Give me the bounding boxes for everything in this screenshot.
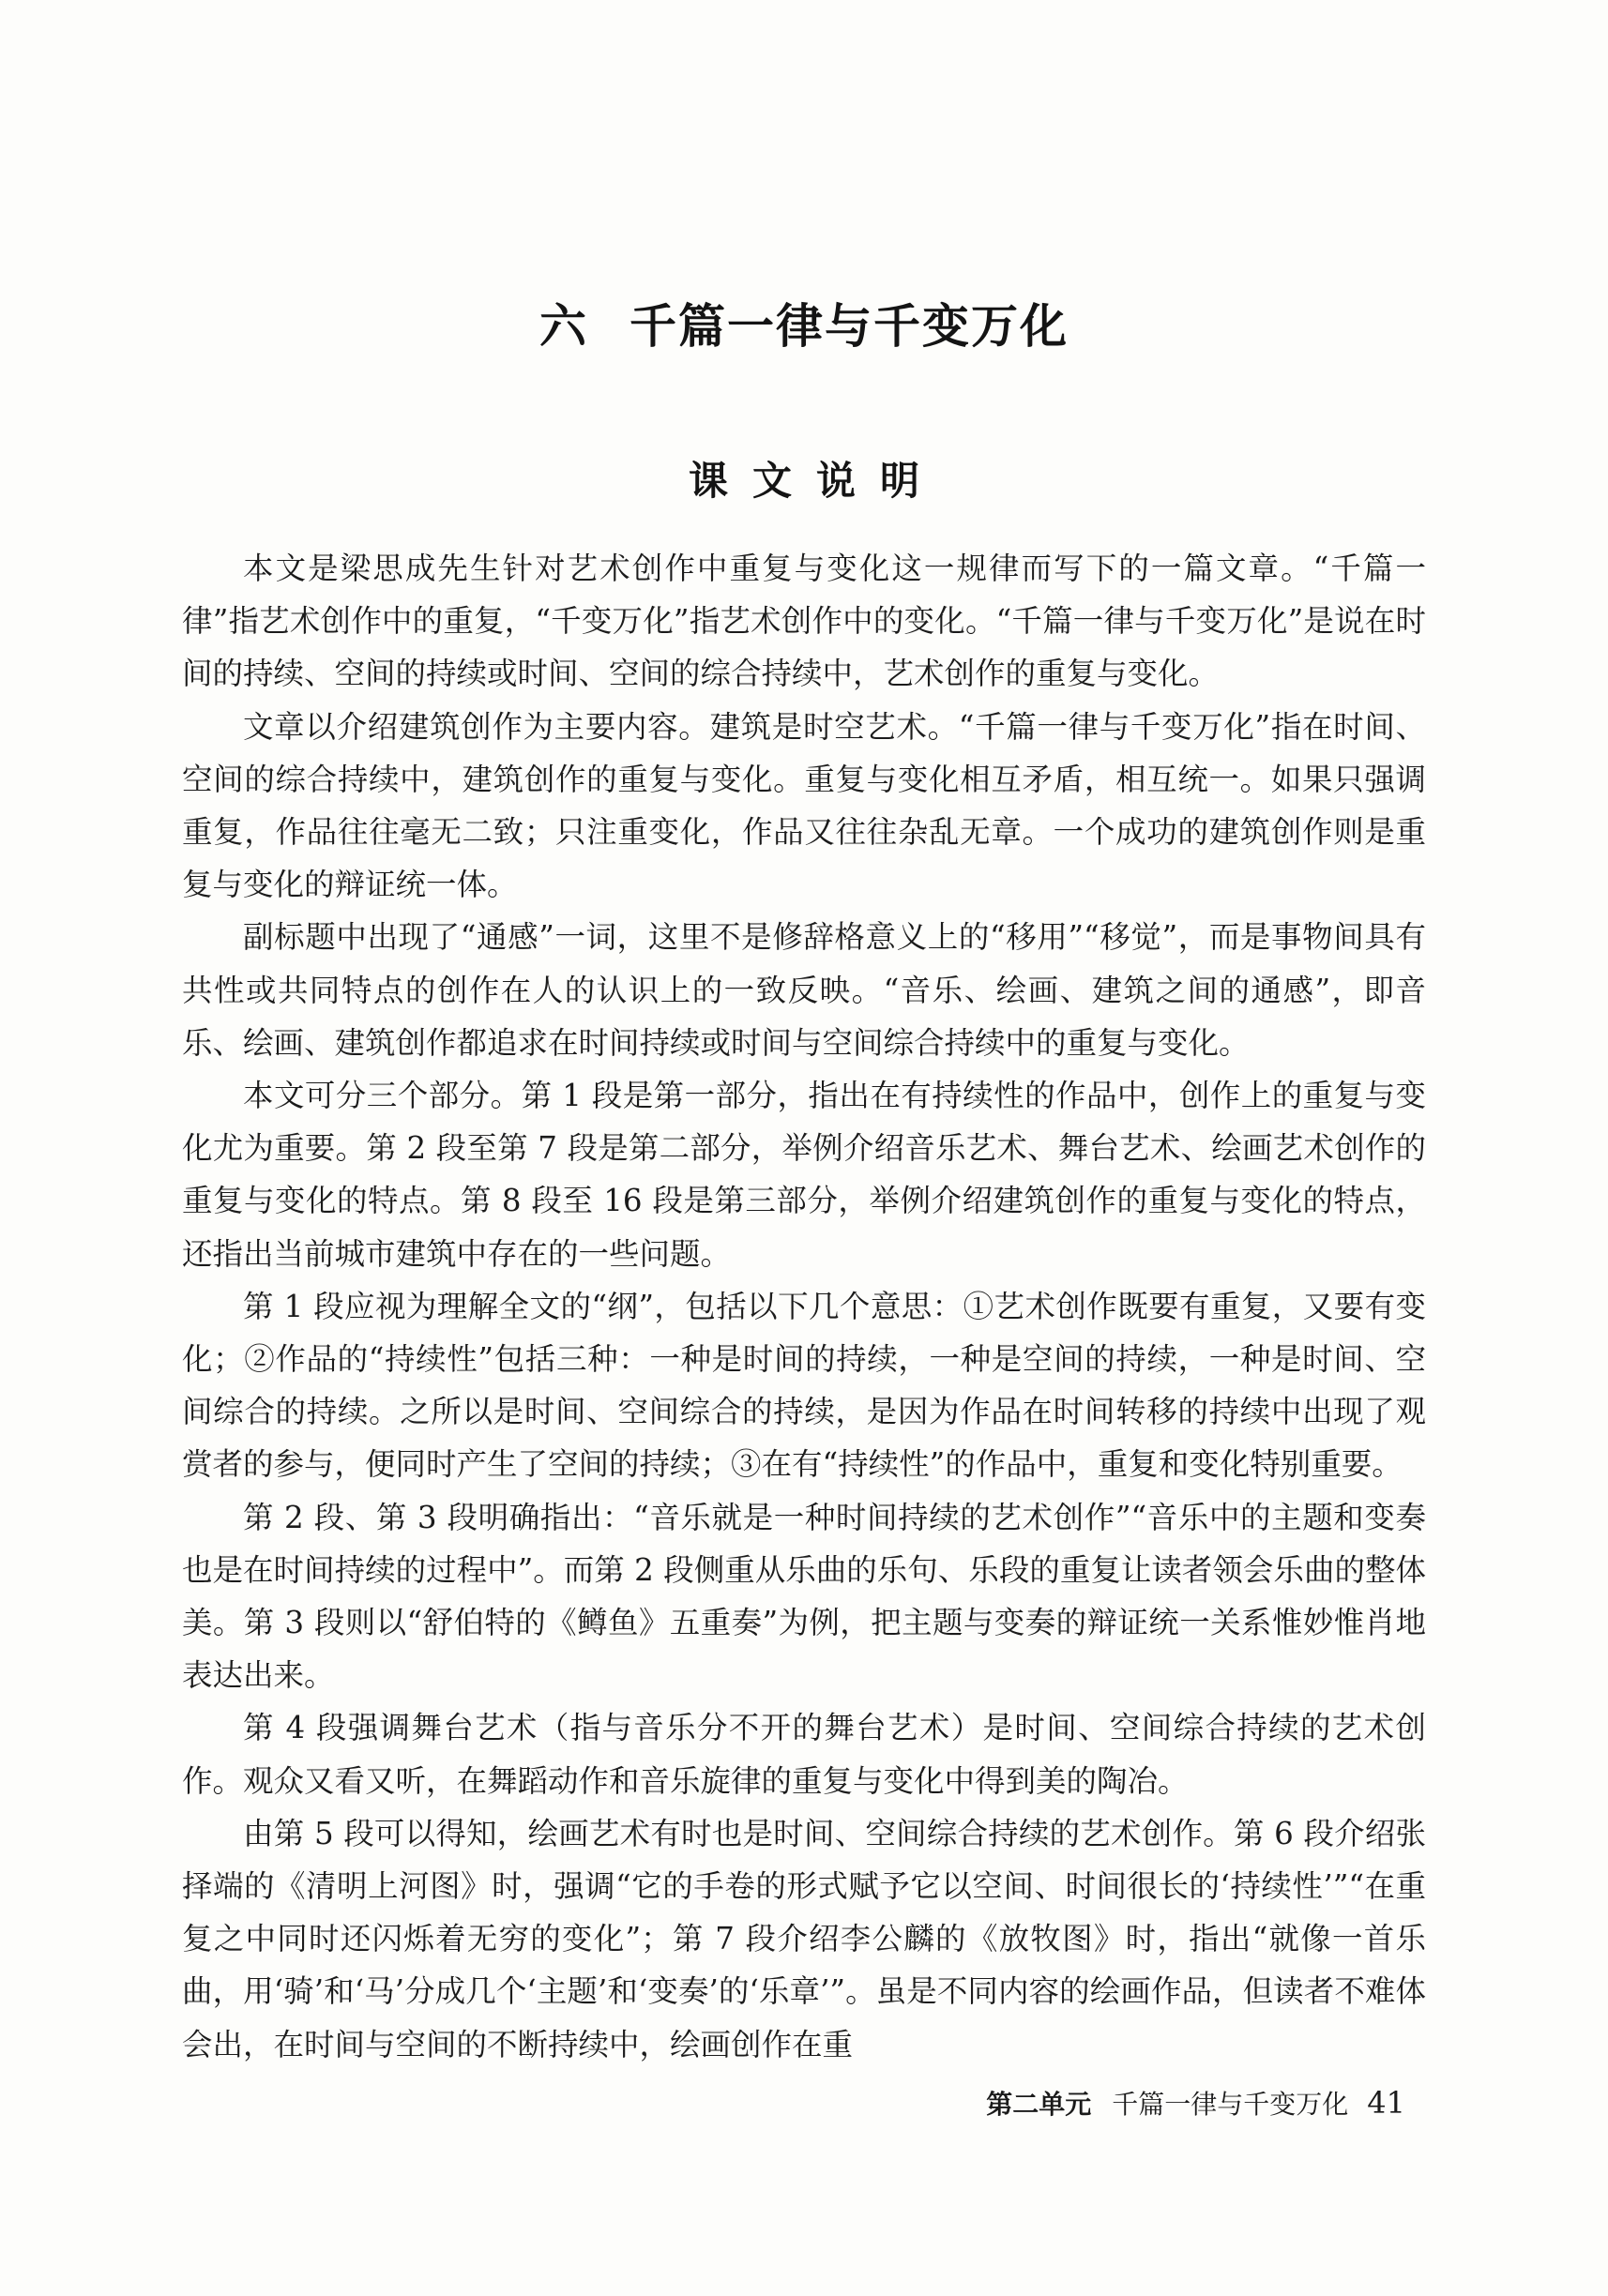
paragraph: 第 1 段应视为理解全文的“纲”，包括以下几个意思：①艺术创作既要有重复，又要有变化；②作品的“持续性”包括三种：一种是时间的持续，一种是空间的持续，一种是时间、空间综合的持续。之所以是时间、空间综合的持续，是因为作品在时间转移的持续中出现了观赏者的参与，便同时产生了空间的持续；③在有“持续性”的作品中，重复和变化特别重要。	[182, 1288, 1426, 1483]
chapter-number: 六	[539, 299, 588, 354]
paragraph: 由第 5 段可以得知，绘画艺术有时也是时间、空间综合持续的艺术创作。第 6 段介绍张择端的《清明上河图》时，强调“它的手卷的形式赋予它以空间、时间很长的‘持续性’”“在重复之中同时还闪烁着无穷的变化”；第 7 段介绍李公麟的《放牧图》时，指出“就像一首乐曲，用‘骑’和‘马’分成几个‘主题’和‘变奏’的‘乐章’”。虽是不同内容的绘画作品，但读者不难体会出，在时间与空间的不断持续中，绘画创作在重	[182, 1815, 1426, 2062]
chapter-title-text: 千篇一律与千变万化	[630, 299, 1069, 354]
paragraph: 本文是梁思成先生针对艺术创作中重复与变化这一规律而写下的一篇文章。“千篇一律”指艺术创作中的重复，“千变万化”指艺术创作中的变化。“千篇一律与千变万化”是说在时间的持续、空间的持续或时间、空间的综合持续中，艺术创作的重复与变化。	[182, 551, 1426, 692]
paragraph: 副标题中出现了“通感”一词，这里不是修辞格意义上的“移用”“移觉”，而是事物间具有共性或共同特点的创作在人的认识上的一致反映。“音乐、绘画、建筑之间的通感”，即音乐、绘画、建筑创作都追求在时间持续或时间与空间综合持续中的重复与变化。	[182, 919, 1426, 1061]
page-number: 41	[1367, 2085, 1405, 2121]
footer-lesson: 千篇一律与千变万化	[1112, 2089, 1349, 2120]
paragraph: 第 2 段、第 3 段明确指出：“音乐就是一种时间持续的艺术创作”“音乐中的主题和变奏也是在时间持续的过程中”。而第 2 段侧重从乐曲的乐句、乐段的重复让读者领会乐曲的整体美。第 3 段则以“舒伯特的《鳟鱼》五重奏”为例，把主题与变奏的辩证统一关系惟妙惟肖地表达出来。	[182, 1499, 1426, 1694]
footer-unit: 第二单元	[986, 2089, 1092, 2120]
section-title: 课文说明	[688, 458, 944, 504]
paragraph: 第 4 段强调舞台艺术（指与音乐分不开的舞台艺术）是时间、空间综合持续的艺术创作。观众又看又听，在舞蹈动作和音乐旋律的重复与变化中得到美的陶冶。	[182, 1710, 1426, 1799]
body-text	[182, 542, 1426, 2071]
paragraph: 本文可分三个部分。第 1 段是第一部分，指出在有持续性的作品中，创作上的重复与变化尤为重要。第 2 段至第 7 段是第二部分，举例介绍音乐艺术、舞台艺术、绘画艺术创作的重复与变化的特点。第 8 段至 16 段是第三部分，举例介绍建筑创作的重复与变化的特点，还指出当前城市建筑中存在的一些问题。	[182, 1078, 1426, 1272]
paragraph: 文章以介绍建筑创作为主要内容。建筑是时空艺术。“千篇一律与千变万化”指在时间、空间的综合持续中，建筑创作的重复与变化。重复与变化相互矛盾，相互统一。如果只强调重复，作品往往毫无二致；只注重变化，作品又往往杂乱无章。一个成功的建筑创作则是重复与变化的辩证统一体。	[182, 708, 1426, 903]
chapter-title	[0, 289, 1608, 356]
page-footer	[986, 2084, 1405, 2122]
